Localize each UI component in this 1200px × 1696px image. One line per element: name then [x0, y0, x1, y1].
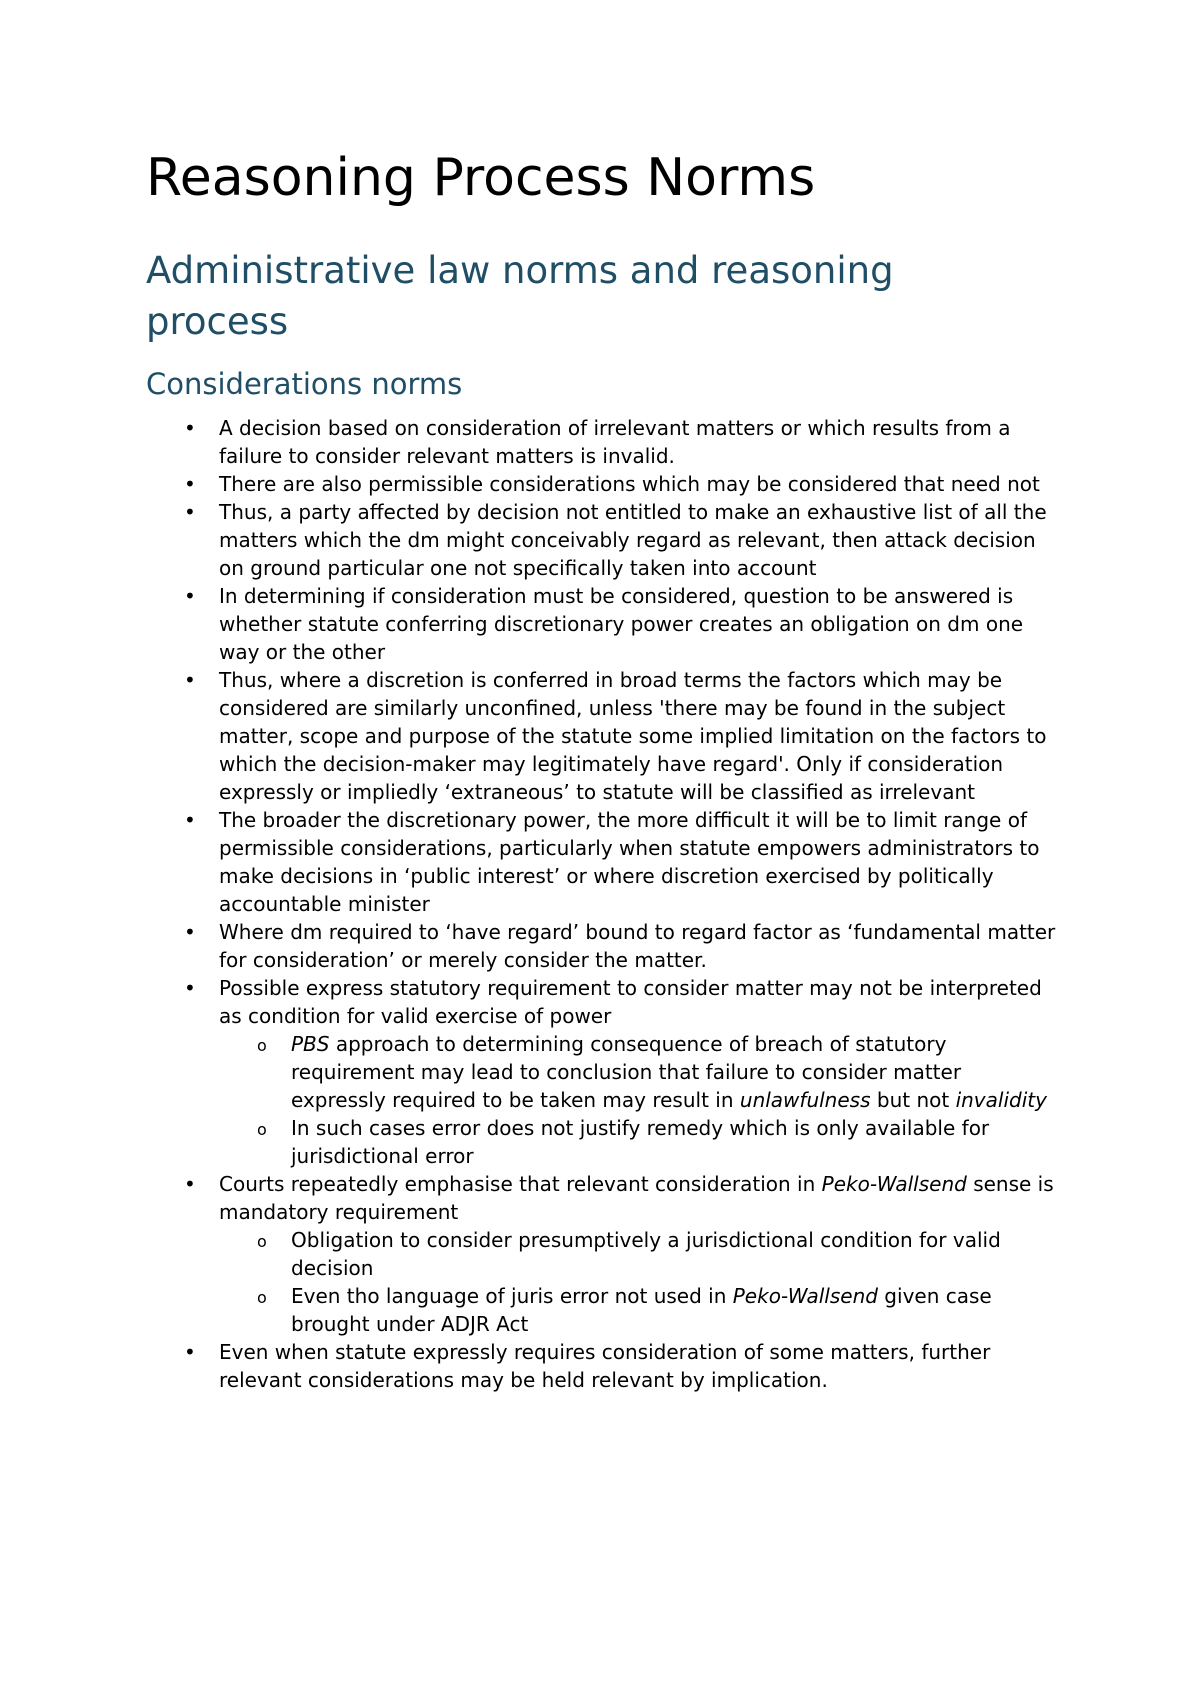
sub-list	[219, 1030, 1059, 1170]
list-item-text: Thus, where a discretion is conferred in broad terms the factors which may be considered are similarly unconfined, unless 'there may be found in the subject matter, scope and purpose of the statute some implied limitation on the factors to which the decision-maker may legitimately have regard'. Only if consideration expressly or impliedly ‘extraneous’ to statute will be classified as irrelevant	[219, 668, 1047, 804]
list-item	[0, 470, 1059, 498]
list-item	[0, 806, 1059, 918]
list-item-text: A decision based on consideration of irrelevant matters or which results from a failure to consider relevant matters is invalid.	[219, 416, 1011, 468]
case-name: Peko-Wallsend	[821, 1172, 967, 1196]
list-item	[0, 666, 1059, 806]
sub-bullet-icon: o	[257, 1232, 267, 1251]
sub-bullet-icon: o	[257, 1288, 267, 1307]
sub-list-item	[257, 1114, 1061, 1170]
bullet-icon: •	[184, 416, 196, 440]
sub-list-item	[257, 1030, 1061, 1114]
sub-list-item-text: Obligation to consider presumptively a jurisdictional condition for valid decision	[291, 1228, 1001, 1280]
sub-list-item-text: but not	[870, 1088, 956, 1112]
bullet-icon: •	[184, 920, 196, 944]
list-item-text: Courts repeatedly emphasise that relevant consideration in	[219, 1172, 822, 1196]
list-item	[0, 974, 1059, 1170]
document-title: Reasoning Process Norms	[146, 148, 816, 208]
bullet-icon: •	[184, 808, 196, 832]
list-item	[0, 414, 1059, 470]
bullet-icon: •	[184, 976, 196, 1000]
list-item-text: sense is mandatory requirement	[219, 1172, 1054, 1224]
sub-bullet-icon: o	[257, 1120, 267, 1139]
case-name: PBS	[291, 1032, 330, 1056]
sub-list-item	[257, 1282, 1061, 1338]
list-item-text: There are also permissible considerations which may be considered that need not	[219, 472, 1040, 496]
list-item-text: The broader the discretionary power, the more difficult it will be to limit range of permissible considerations, particularly when statute empowers administrators to make decisions in ‘public interest’ or where discretion exercised by politically accountable minister	[219, 808, 1040, 916]
bullet-icon: •	[184, 584, 196, 608]
emphasis-text: invalidity	[955, 1088, 1047, 1112]
bullet-icon: •	[184, 1172, 196, 1196]
section-heading: Administrative law norms and reasoning process	[146, 249, 894, 343]
sub-list-item-text: given case brought under ADJR Act	[291, 1284, 992, 1336]
sub-list-item	[257, 1226, 1061, 1282]
list-item	[0, 1338, 1059, 1394]
list-item	[0, 1170, 1059, 1338]
sub-list-item-text: In such cases error does not justify remedy which is only available for jurisdictional error	[291, 1116, 990, 1168]
sub-list	[219, 1226, 1059, 1338]
bullet-icon: •	[184, 1340, 196, 1364]
sub-bullet-icon: o	[257, 1036, 267, 1055]
sub-list-item-text: Even tho language of juris error not used in	[291, 1284, 733, 1308]
bullet-icon: •	[184, 668, 196, 692]
considerations-list	[0, 414, 1200, 1394]
sub-list-item-text: approach to determining consequence of breach of statutory requirement may lead to conclusion that failure to consider matter expressly required to be taken may result in	[291, 1032, 962, 1112]
list-item	[0, 498, 1059, 582]
case-name: Peko-Wallsend	[732, 1284, 878, 1308]
list-item-text: Thus, a party affected by decision not entitled to make an exhaustive list of all the matters which the dm might conceivably regard as relevant, then attack decision on ground particular one not specifically taken into account	[219, 500, 1047, 580]
list-item-text: In determining if consideration must be considered, question to be answered is whether statute conferring discretionary power creates an obligation on dm one way or the other	[219, 584, 1024, 664]
bullet-icon: •	[184, 500, 196, 524]
list-item-text: Possible express statutory requirement to consider matter may not be interpreted as condition for valid exercise of power	[219, 976, 1042, 1028]
bullet-icon: •	[184, 472, 196, 496]
list-item	[0, 582, 1059, 666]
list-item-text: Where dm required to ‘have regard’ bound to regard factor as ‘fundamental matter for consideration’ or merely consider the matter.	[219, 920, 1056, 972]
emphasis-text: unlawfulness	[739, 1088, 871, 1112]
subsection-heading: Considerations norms	[146, 367, 463, 401]
list-item-text: Even when statute expressly requires consideration of some matters, further relevant considerations may be held relevant by implication.	[219, 1340, 991, 1392]
list-item	[0, 918, 1059, 974]
